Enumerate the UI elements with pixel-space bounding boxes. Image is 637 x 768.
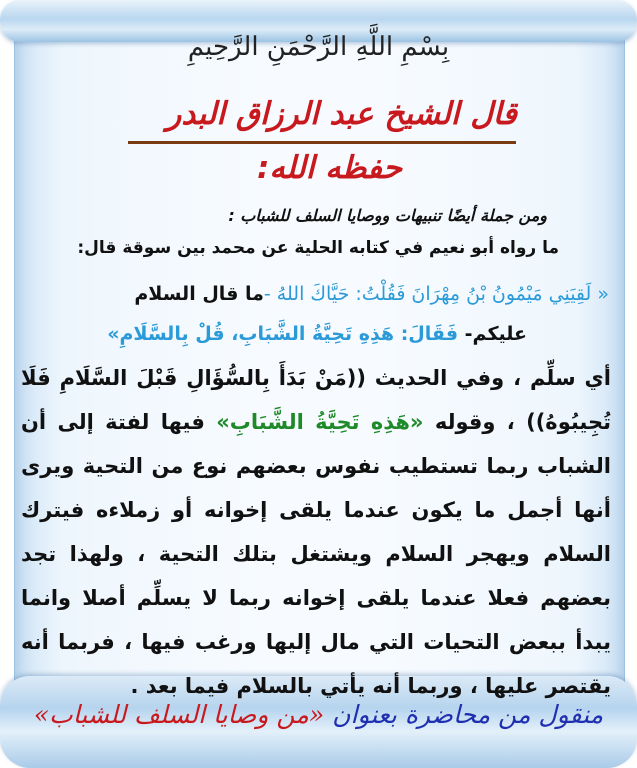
- footer-lecture-title: «من وصايا السلف للشباب»: [33, 700, 325, 729]
- intro-line-1: ومن جملة أيضًا تنبيهات ووصايا السلف للشباب :: [228, 206, 547, 225]
- commentary-highlight: «هَذِهِ تَحِيَّةُ الشَّبَابِ»: [216, 410, 424, 434]
- commentary-paragraph: [21, 356, 611, 708]
- commentary-part-2: فيها لفتة إلى أن الشباب ربما تستطيب نفوس بعضهم نوع من التحية ويرى أنها أجمل ما يكون عندما يلقى إخوانه أو زملاءه فيترك السلام ويهجر السلام ويشتغل بتلك التحية ، ولهذا تجد بعضهم فعلا عندما يلقى إخوانه ربما لا يسلِّم أصلا وانما يبدأ ببعض التحيات التي مال إليها ورغب فيها ، فربما أنه يقتصر عليها ، وربما أنه يأتي بالسلام فيما بعد .: [21, 410, 611, 698]
- footer-prefix: منقول من محاضرة بعنوان: [332, 700, 604, 729]
- quote-line-2: [107, 323, 527, 345]
- quote-text: فَقَالَ: هَذِهِ تَحِيَّةُ الشَّبَابِ، قُلْ بِالسَّلَامِ»: [107, 323, 459, 345]
- quote-aside: عليكم-: [464, 323, 527, 345]
- quote-line-1: [134, 283, 609, 305]
- source-footer: [0, 700, 637, 729]
- commentary-part-1: أي سلِّم ، وفي الحديث ((مَنْ بَدَأَ بِالسُّؤَالِ قَبْلَ السَّلَامِ فَلَا تُجِيبُوهُ)) ، وقوله: [21, 366, 612, 434]
- quote-aside: ما قال السلام: [134, 283, 264, 305]
- title-line-2: حفظه الله:: [256, 150, 402, 186]
- quote-text: « لَقِيَنِي مَيْمُونُ بْنُ مِهْرَانَ فَقُلْتُ: حَيَّاكَ اللهُ -: [263, 283, 609, 305]
- title-line-1: قال الشيخ عبد الرزاق البدر: [166, 96, 517, 132]
- basmala-calligraphy: بِسْمِ اللَّهِ الرَّحْمَنِ الرَّحِيمِ: [187, 32, 450, 62]
- intro-line-2: ما رواه أبو نعيم في كتابه الحلية عن محمد بين سوقة قال:: [77, 238, 559, 258]
- title-underline: [128, 141, 516, 144]
